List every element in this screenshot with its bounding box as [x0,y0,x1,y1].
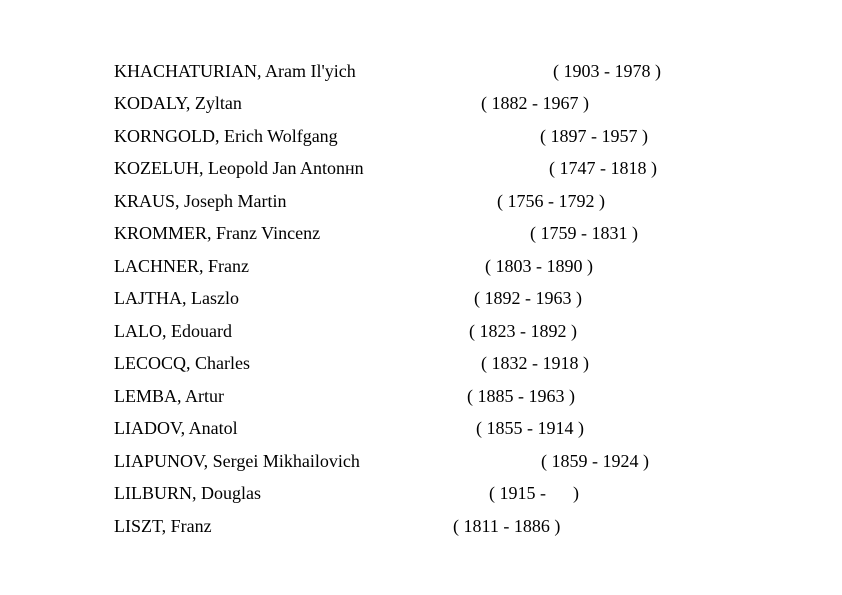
composer-name: LILBURN, Douglas [114,483,261,503]
composer-dates: ( 1811 - 1886 ) [453,516,561,536]
composer-name: KHACHATURIAN, Aram Il'yich [114,61,356,81]
composer-name: KOZELUH, Leopold Jan Antonнn [114,158,364,178]
composer-dates: ( 1759 - 1831 ) [530,223,638,243]
composer-dates: ( 1915 - ) [489,483,579,503]
composer-name: LALO, Edouard [114,321,232,341]
composer-entry [0,352,842,378]
composer-dates: ( 1832 - 1918 ) [481,353,589,373]
composer-dates: ( 1747 - 1818 ) [549,158,657,178]
composer-dates: ( 1903 - 1978 ) [553,61,661,81]
composer-name: LIAPUNOV, Sergei Mikhailovich [114,451,360,471]
composer-entry [0,60,842,86]
composer-entry [0,255,842,281]
composer-entry [0,482,842,508]
composer-dates: ( 1823 - 1892 ) [469,321,577,341]
composer-dates: ( 1882 - 1967 ) [481,93,589,113]
composer-entry [0,450,842,476]
composer-entry [0,92,842,118]
composer-dates: ( 1897 - 1957 ) [540,126,648,146]
composer-dates: ( 1756 - 1792 ) [497,191,605,211]
composer-entry [0,190,842,216]
composer-entry [0,222,842,248]
composer-name: KODALY, Zyltan [114,93,242,113]
composer-name: KORNGOLD, Erich Wolfgang [114,126,338,146]
composer-entry [0,157,842,183]
composer-name: KRAUS, Joseph Martin [114,191,287,211]
composer-dates: ( 1855 - 1914 ) [476,418,584,438]
composer-entry [0,385,842,411]
composer-name: LAJTHA, Laszlo [114,288,239,308]
composer-name: KROMMER, Franz Vincenz [114,223,321,243]
composer-name: LIADOV, Anatol [114,418,238,438]
composer-entry [0,125,842,151]
composer-entry [0,417,842,443]
composer-name: LECOCQ, Charles [114,353,250,373]
composer-dates: ( 1892 - 1963 ) [474,288,582,308]
composer-entry [0,320,842,346]
composer-name: LISZT, Franz [114,516,212,536]
composer-entry [0,515,842,541]
composer-dates: ( 1859 - 1924 ) [541,451,649,471]
composer-name: LACHNER, Franz [114,256,249,276]
composer-name: LEMBA, Artur [114,386,224,406]
composer-dates: ( 1885 - 1963 ) [467,386,575,406]
composer-dates: ( 1803 - 1890 ) [485,256,593,276]
composer-entry [0,287,842,313]
